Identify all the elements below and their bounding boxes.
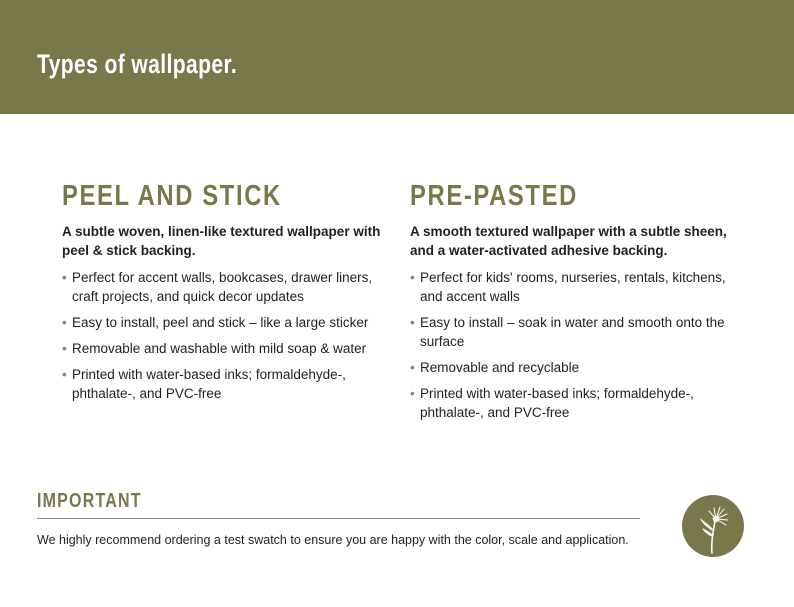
important-text: We highly recommend ordering a test swatch to ensure you are happy with the color, scale and application. (37, 533, 629, 547)
section-subtitle: A subtle woven, linen-like textured wallpaper with peel & stick backing. (62, 224, 381, 258)
list-item (410, 358, 740, 377)
list-item (62, 365, 392, 403)
list-item-text: Easy to install, peel and stick – like a large sticker (72, 315, 369, 330)
peel-and-stick-section (62, 180, 392, 410)
divider (37, 518, 640, 519)
section-heading: PEEL AND STICK (62, 180, 282, 212)
bullet-icon: • (62, 367, 67, 382)
list-item-text: Perfect for kids' rooms, nurseries, rentals, kitchens, and accent walls (420, 270, 726, 304)
list-item-text: Removable and washable with mild soap & water (72, 341, 367, 356)
bullet-icon: • (62, 270, 67, 285)
list-item (410, 384, 740, 422)
feature-list (62, 268, 392, 403)
list-item (62, 313, 392, 332)
list-item-text: Printed with water-based inks; formaldehyde-, phthalate-, and PVC-free (72, 367, 346, 401)
bullet-icon: • (410, 315, 415, 330)
bullet-icon: • (410, 386, 415, 401)
list-item-text: Printed with water-based inks; formaldehyde-, phthalate-, and PVC-free (420, 386, 694, 420)
pre-pasted-section (410, 180, 740, 429)
bullet-icon: • (62, 315, 67, 330)
list-item-text: Removable and recyclable (420, 360, 580, 375)
list-item (62, 268, 392, 306)
bullet-icon: • (410, 270, 415, 285)
important-heading: IMPORTANT (37, 490, 142, 512)
section-heading: PRE-PASTED (410, 180, 578, 212)
header-banner (0, 0, 794, 114)
list-item (62, 339, 392, 358)
bullet-icon: • (62, 341, 67, 356)
page-title: Types of wallpaper. (37, 49, 238, 79)
list-item (410, 313, 740, 351)
section-subtitle: A smooth textured wallpaper with a subtle sheen, and a water-activated adhesive backing. (410, 224, 727, 258)
list-item-text: Perfect for accent walls, bookcases, drawer liners, craft projects, and quick decor updates (72, 270, 373, 304)
list-item-text: Easy to install – soak in water and smooth onto the surface (420, 315, 725, 349)
bullet-icon: • (410, 360, 415, 375)
dandelion-logo-icon (682, 495, 744, 557)
feature-list (410, 268, 740, 422)
list-item (410, 268, 740, 306)
